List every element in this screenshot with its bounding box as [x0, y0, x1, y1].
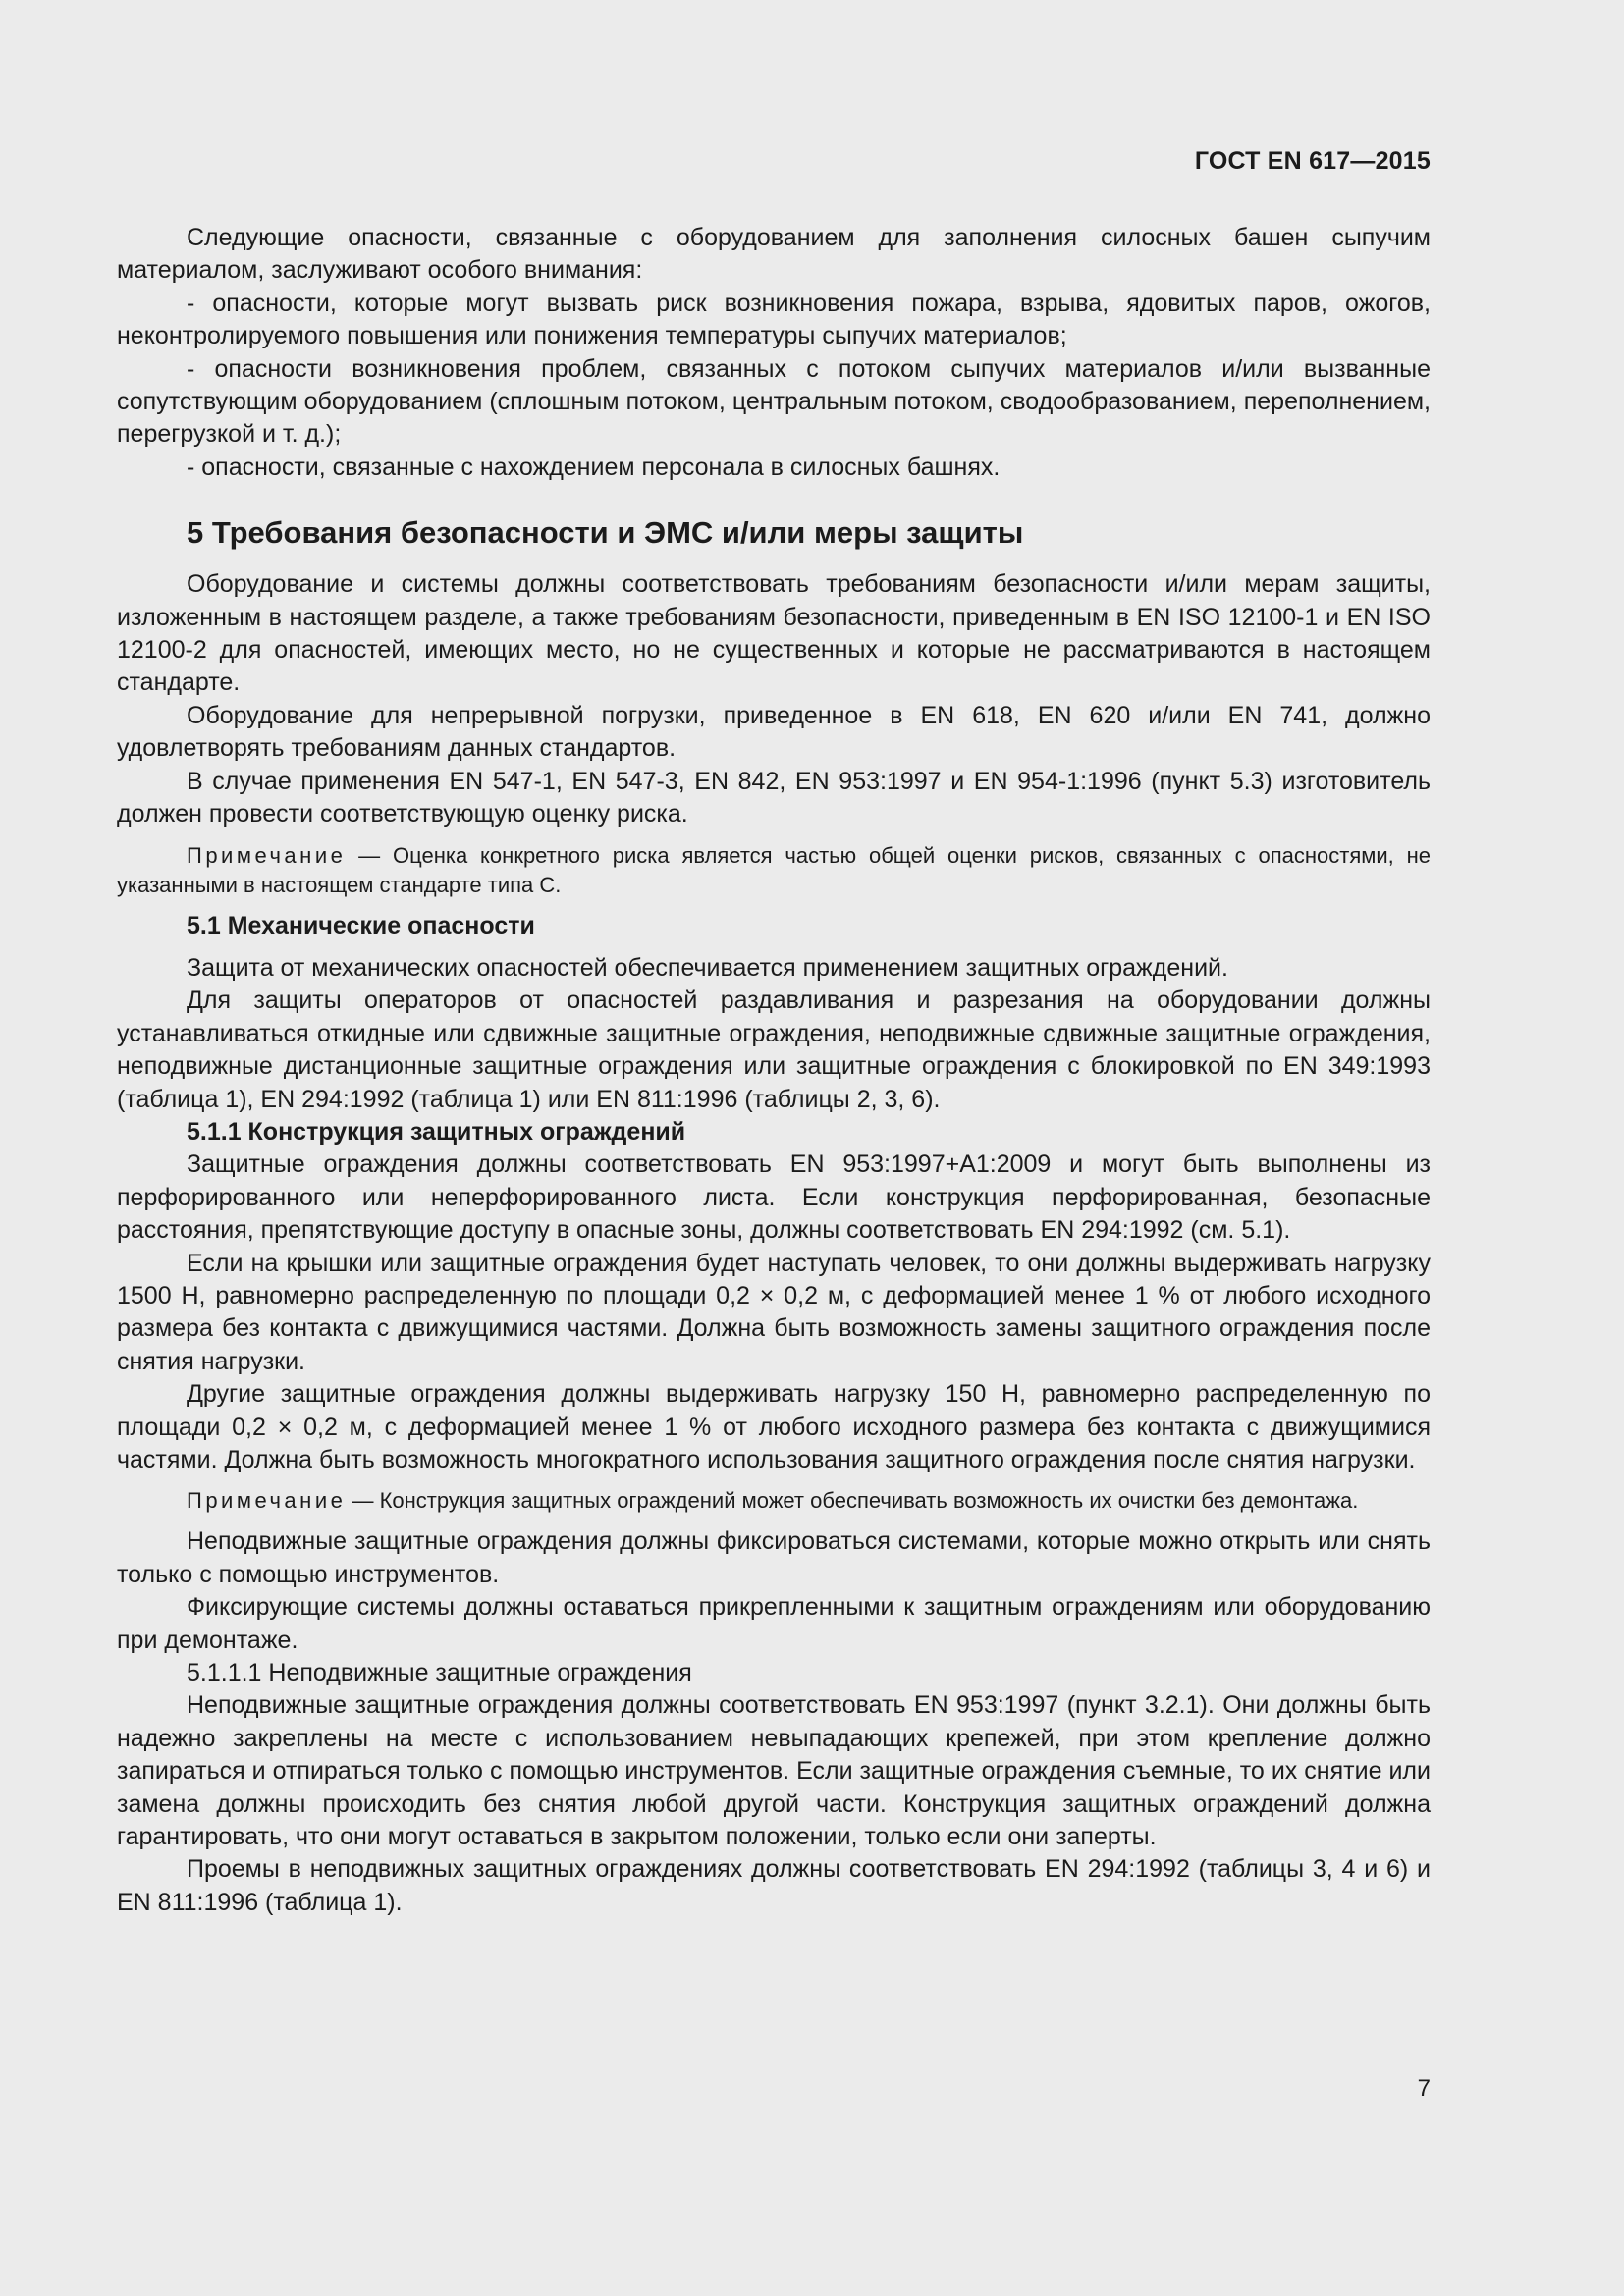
- page-number: 7: [1417, 2075, 1431, 2102]
- note-label: Примечание: [187, 1488, 347, 1514]
- section-5-note: [117, 841, 1431, 900]
- intro-paragraph: Следующие опасности, связанные с оборудованием для заполнения силосных башен сыпучим материалом, заслуживают особого внимания:: [117, 224, 1431, 285]
- section-5-1-1-heading: 5.1.1 Конструкция защитных ограждений: [187, 1117, 686, 1146]
- section-5-1-paragraph-2: Для защиты операторов от опасностей раздавливания и разрезания на оборудовании должны устанавливаться откидные или сдвижные защитные ограждения, неподвижные сдвижные защитные ограждения, неподвижные дистанционные защитные ограждения или защитные ограждения с блокировкой по EN 349:1993 (таблица 1), EN 294:1992 (таблица 1) или EN 811:1996 (таблицы 2, 3, 6).: [117, 987, 1431, 1113]
- section-5-1-1-1-heading: 5.1.1.1 Неподвижные защитные ограждения: [187, 1659, 692, 1687]
- section-5-1-1-paragraph-3: Другие защитные ограждения должны выдерживать нагрузку 150 Н, равномерно распределенную по площади 0,2 × 0,2 м, с деформацией менее 1 % от любого исходного размера без контакта с движущимися частями. Должна быть возможность многократного использования защитного ограждения после снятия нагрузки.: [117, 1380, 1431, 1473]
- note-text: — Оценка конкретного риска является частью общей оценки рисков, связанных с опасностями, не указанными в настоящем стандарте типа С.: [117, 842, 1431, 897]
- section-5-1-1-1-paragraph-2: Проемы в неподвижных защитных ограждениях должны соответствовать EN 294:1992 (таблицы 3, 4 и 6) и EN 811:1996 (таблица 1).: [117, 1855, 1431, 1916]
- note-label: Примечание: [187, 842, 347, 868]
- intro-bullet-3: - опасности, связанные с нахождением персонала в силосных башнях.: [187, 453, 1001, 481]
- document-code: ГОСТ EN 617—2015: [1194, 147, 1431, 175]
- section-5-1-1-paragraph-5: Фиксирующие системы должны оставаться прикрепленными к защитным ограждениям или оборудованию при демонтаже.: [117, 1593, 1431, 1654]
- section-5-1-1-paragraph-1: Защитные ограждения должны соответствовать EN 953:1997+A1:2009 и могут быть выполнены из перфорированного или неперфорированного листа. Если конструкция перфорированная, безопасные расстояния, препятствующие доступу в опасные зоны, должны соответствовать EN 294:1992 (см. 5.1).: [117, 1150, 1431, 1245]
- intro-bullet-1: - опасности, которые могут вызвать риск возникновения пожара, взрыва, ядовитых паров, ожогов, неконтролируемого повышения или понижения температуры сыпучих материалов;: [117, 289, 1431, 350]
- section-5-paragraph-3: В случае применения EN 547-1, EN 547-3, EN 842, EN 953:1997 и EN 954-1:1996 (пункт 5.3) изготовитель должен провести соответствующую оценку риска.: [117, 767, 1431, 828]
- section-5-paragraph-2: Оборудование для непрерывной погрузки, приведенное в EN 618, EN 620 и/или EN 741, должно удовлетворять требованиям данных стандартов.: [117, 701, 1431, 763]
- section-5-1-heading: 5.1 Механические опасности: [187, 911, 535, 939]
- section-5-1-1-paragraph-4: Неподвижные защитные ограждения должны фиксироваться системами, которые можно открыть или снять только с помощью инструментов.: [117, 1527, 1431, 1588]
- section-5-1-1-note: [117, 1486, 1431, 1516]
- section-5-paragraph-1: Оборудование и системы должны соответствовать требованиям безопасности и/или мерам защиты, изложенным в настоящем разделе, а также требованиям безопасности, приведенным в EN ISO 12100-1 и EN ISO 12100-2 для опасностей, имеющих место, но не существенных и которые не рассматриваются в настоящем стандарте.: [117, 570, 1431, 697]
- section-5-1-1-1-paragraph-1: Неподвижные защитные ограждения должны соответствовать EN 953:1997 (пункт 3.2.1). Они должны быть надежно закреплены на месте с использованием невыпадающих крепежей, при этом крепление должно запираться и отпираться только с помощью инструментов. Если защитные ограждения съемные, то их снятие или замена должны происходить без снятия любой другой части. Конструкция защитных ограждений должна гарантировать, что они могут оставаться в закрытом положении, только если они заперты.: [117, 1691, 1431, 1851]
- intro-bullet-2: - опасности возникновения проблем, связанных с потоком сыпучих материалов и/или вызванные сопутствующим оборудованием (сплошным потоком, центральным потоком, сводообразованием, переполнением, перегрузкой и т. д.);: [117, 354, 1431, 449]
- section-5-1-1-paragraph-2: Если на крышки или защитные ограждения будет наступать человек, то они должны выдерживать нагрузку 1500 Н, равномерно распределенную по площади 0,2 × 0,2 м, с деформацией менее 1 % от любого исходного размера без контакта с движущимися частями. Должна быть возможность замены защитного ограждения после снятия нагрузки.: [117, 1249, 1431, 1375]
- page-content: [117, 222, 1431, 1919]
- section-5-heading: 5 Требования безопасности и ЭМС и/или меры защиты: [187, 515, 1024, 551]
- section-5-1-paragraph-1: Защита от механических опасностей обеспечивается применением защитных ограждений.: [187, 953, 1228, 982]
- note-text: — Конструкция защитных ограждений может обеспечивать возможность их очистки без демонтажа.: [346, 1488, 1359, 1514]
